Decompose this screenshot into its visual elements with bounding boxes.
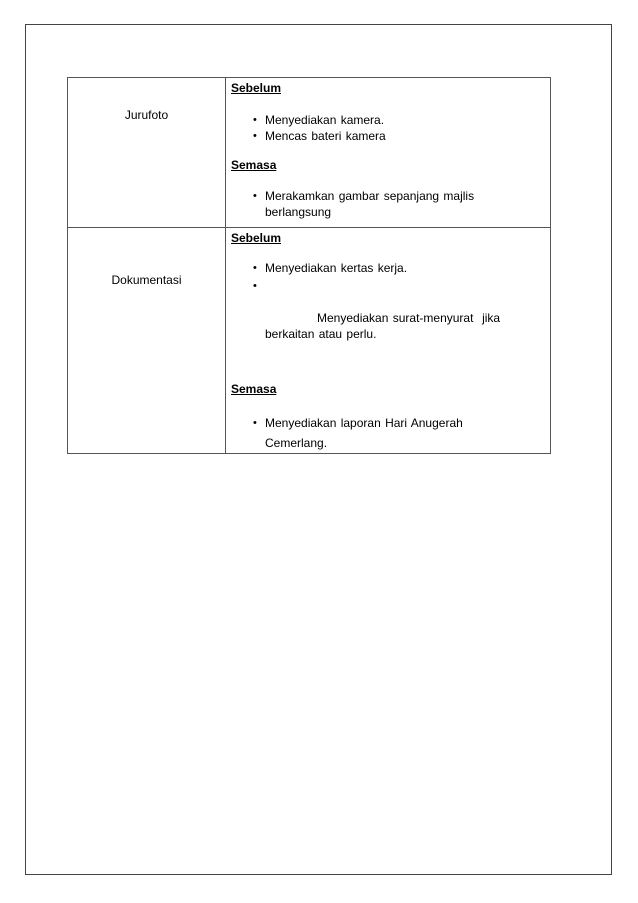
bullet-icon: • [253,417,257,429]
role-label: Dokumentasi [111,273,182,287]
section-heading-semasa: Semasa [231,158,277,172]
task-text: Menyediakan kamera. [265,113,385,127]
table-row [68,78,551,228]
task-list [231,260,544,358]
task-list [231,413,544,453]
bullet-icon: • [253,114,257,126]
task-text: Menyediakan surat-menyurat jika berkaitan atau perlu. [265,311,505,341]
list-item [231,188,544,220]
bullet-icon: • [253,190,257,202]
list-item [231,112,544,128]
list-item [231,413,544,453]
section-heading-sebelum: Sebelum [231,231,282,245]
duties-table [67,77,551,454]
task-list [231,188,544,220]
list-item [231,260,544,276]
task-text: Menyediakan kertas kerja. [265,261,408,275]
task-text: Menyediakan laporan Hari Anugerah Cemerlang. [265,416,463,450]
task-text: Merakamkan gambar sepanjang majlis berlangsung [265,189,475,219]
role-label: Jurufoto [124,108,169,122]
tasks-cell [226,228,551,454]
bullet-icon: • [253,130,257,142]
role-cell [68,78,226,228]
table-row [68,228,551,454]
section-heading-semasa: Semasa [231,382,277,396]
task-list [231,112,544,144]
bullet-icon: • [253,262,257,274]
bullet-icon: • [253,280,257,292]
task-text: Mencas bateri kamera [265,129,386,143]
role-cell [68,228,226,454]
list-item [231,128,544,144]
tasks-cell [226,78,551,228]
section-heading-sebelum: Sebelum [231,81,282,95]
list-item [231,278,544,358]
